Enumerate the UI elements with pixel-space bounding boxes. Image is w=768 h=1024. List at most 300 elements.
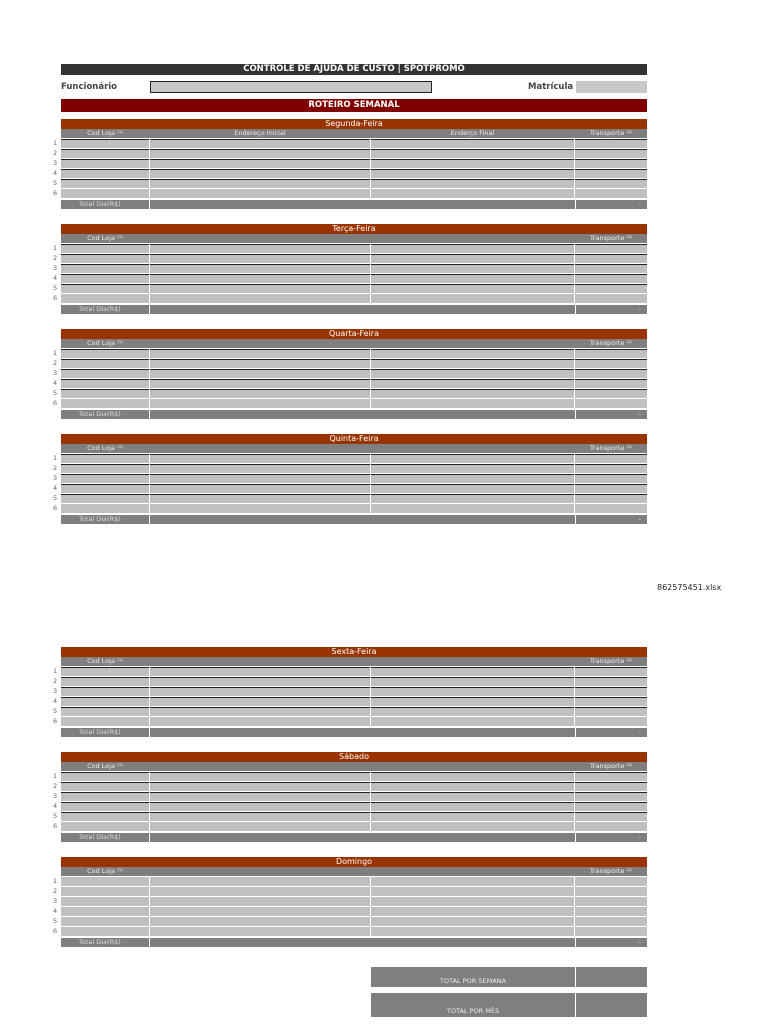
table-cell[interactable] xyxy=(371,454,574,463)
row-number: 5 xyxy=(53,389,58,397)
table-cell[interactable] xyxy=(371,504,574,513)
table-cell[interactable] xyxy=(371,494,574,503)
column-headers xyxy=(61,762,647,771)
section-title: ROTEIRO SEMANAL xyxy=(61,99,647,112)
table-cell[interactable] xyxy=(150,907,370,916)
table-cell[interactable] xyxy=(575,897,647,906)
table-row xyxy=(53,696,647,706)
day-block xyxy=(53,434,647,524)
table-row xyxy=(53,686,647,696)
total-mes xyxy=(371,993,647,1017)
table-cell[interactable] xyxy=(371,687,574,696)
row-number: 3 xyxy=(53,159,58,167)
table-cell[interactable] xyxy=(150,707,370,716)
funcionario-field[interactable] xyxy=(150,81,432,93)
table-cell[interactable] xyxy=(575,474,647,483)
table-cell[interactable] xyxy=(61,369,149,378)
table-cell[interactable] xyxy=(61,917,149,926)
row-number: 6 xyxy=(53,294,58,302)
table-cell[interactable] xyxy=(150,149,370,158)
col-transporte: Transporte ⁽²⁾ xyxy=(589,657,633,665)
table-row xyxy=(53,243,647,253)
table-cell[interactable] xyxy=(371,359,574,368)
table-cell[interactable] xyxy=(150,717,370,726)
table-row xyxy=(53,273,647,283)
table-cell[interactable] xyxy=(61,474,149,483)
table-row xyxy=(53,148,647,158)
table-cell[interactable] xyxy=(150,274,370,283)
table-cell[interactable] xyxy=(371,274,574,283)
table-cell[interactable] xyxy=(575,717,647,726)
column-headers xyxy=(61,129,647,138)
sheet-header xyxy=(61,64,647,112)
table-cell[interactable] xyxy=(61,782,149,791)
table-cell[interactable] xyxy=(150,454,370,463)
column-headers xyxy=(61,867,647,876)
table-cell[interactable] xyxy=(575,792,647,801)
table-cell[interactable] xyxy=(575,667,647,676)
table-cell[interactable] xyxy=(575,294,647,303)
table-cell[interactable] xyxy=(575,359,647,368)
day-header: Domingo xyxy=(61,857,647,867)
table-cell[interactable] xyxy=(150,159,370,168)
row-number: 4 xyxy=(53,484,58,492)
table-cell[interactable] xyxy=(61,169,149,178)
col-transporte: Transporte ⁽²⁾ xyxy=(589,867,633,875)
col-transporte: Transporte ⁽²⁾ xyxy=(589,234,633,242)
col-transporte: Transporte ⁽²⁾ xyxy=(589,444,633,452)
total-dia-row xyxy=(61,305,647,314)
col-cod-loja: Cod Loja ⁽¹⁾ xyxy=(87,129,123,137)
table-cell[interactable] xyxy=(150,812,370,821)
table-cell[interactable] xyxy=(371,772,574,781)
table-cell[interactable] xyxy=(61,349,149,358)
row-number: 2 xyxy=(53,677,58,685)
table-row xyxy=(53,666,647,676)
row-number: 5 xyxy=(53,494,58,502)
table-cell[interactable] xyxy=(150,772,370,781)
row-number: 5 xyxy=(53,179,58,187)
table-cell[interactable] xyxy=(575,917,647,926)
row-number: 3 xyxy=(53,264,58,272)
table-cell[interactable] xyxy=(61,667,149,676)
table-cell[interactable] xyxy=(150,927,370,936)
table-cell[interactable] xyxy=(150,379,370,388)
row-number: 5 xyxy=(53,707,58,715)
table-cell[interactable] xyxy=(575,389,647,398)
table-cell[interactable] xyxy=(61,464,149,473)
table-cell[interactable] xyxy=(575,189,647,198)
table-cell[interactable] xyxy=(371,677,574,686)
table-row xyxy=(53,906,647,916)
row-number: 3 xyxy=(53,792,58,800)
table-row xyxy=(53,293,647,303)
table-cell[interactable] xyxy=(61,264,149,273)
table-row xyxy=(53,676,647,686)
table-cell[interactable] xyxy=(61,159,149,168)
column-headers xyxy=(61,339,647,348)
table-cell[interactable] xyxy=(61,389,149,398)
table-cell[interactable] xyxy=(61,379,149,388)
day-header: Segunda-Feira xyxy=(61,119,647,129)
day-rows xyxy=(53,666,647,726)
table-cell[interactable] xyxy=(575,707,647,716)
table-row xyxy=(53,158,647,168)
table-cell[interactable] xyxy=(371,927,574,936)
day-block xyxy=(53,647,647,737)
table-cell[interactable] xyxy=(371,159,574,168)
table-cell[interactable] xyxy=(61,697,149,706)
row-number: 6 xyxy=(53,717,58,725)
table-cell[interactable] xyxy=(150,169,370,178)
table-cell[interactable] xyxy=(61,822,149,831)
table-cell[interactable] xyxy=(371,907,574,916)
total-dia-row xyxy=(61,833,647,842)
table-cell[interactable] xyxy=(61,359,149,368)
table-cell[interactable] xyxy=(150,464,370,473)
table-cell[interactable] xyxy=(150,484,370,493)
table-cell[interactable] xyxy=(575,802,647,811)
table-cell[interactable] xyxy=(371,264,574,273)
table-cell[interactable] xyxy=(371,139,574,148)
table-cell[interactable] xyxy=(150,399,370,408)
row-number: 4 xyxy=(53,169,58,177)
table-cell[interactable] xyxy=(371,294,574,303)
table-row xyxy=(53,483,647,493)
table-cell[interactable] xyxy=(61,189,149,198)
table-row xyxy=(53,283,647,293)
row-number: 3 xyxy=(53,369,58,377)
table-row xyxy=(53,368,647,378)
row-number: 2 xyxy=(53,359,58,367)
row-number: 1 xyxy=(53,772,58,780)
day-rows xyxy=(53,243,647,303)
table-cell[interactable] xyxy=(61,707,149,716)
column-headers xyxy=(61,234,647,243)
table-cell[interactable] xyxy=(575,887,647,896)
day-header: Terça-Feira xyxy=(61,224,647,234)
table-cell[interactable] xyxy=(61,802,149,811)
table-cell[interactable] xyxy=(150,349,370,358)
day-rows xyxy=(53,348,647,408)
table-cell[interactable] xyxy=(371,877,574,886)
table-cell[interactable] xyxy=(371,667,574,676)
table-cell[interactable] xyxy=(150,822,370,831)
table-cell[interactable] xyxy=(61,792,149,801)
row-number: 4 xyxy=(53,379,58,387)
day-rows xyxy=(53,771,647,831)
table-cell[interactable] xyxy=(371,887,574,896)
table-row xyxy=(53,178,647,188)
table-row xyxy=(53,398,647,408)
table-cell[interactable] xyxy=(150,474,370,483)
table-cell[interactable] xyxy=(61,274,149,283)
row-number: 4 xyxy=(53,907,58,915)
table-cell[interactable] xyxy=(150,254,370,263)
table-row xyxy=(53,771,647,781)
table-cell[interactable] xyxy=(371,389,574,398)
row-number: 1 xyxy=(53,244,58,252)
table-cell[interactable] xyxy=(61,149,149,158)
table-cell[interactable] xyxy=(575,927,647,936)
table-cell[interactable] xyxy=(371,189,574,198)
table-cell[interactable] xyxy=(371,897,574,906)
table-row xyxy=(53,358,647,368)
total-dia-value: - xyxy=(638,515,641,523)
table-cell[interactable] xyxy=(371,149,574,158)
table-cell[interactable] xyxy=(150,697,370,706)
table-cell[interactable] xyxy=(575,484,647,493)
table-cell[interactable] xyxy=(575,822,647,831)
table-cell[interactable] xyxy=(150,504,370,513)
table-cell[interactable] xyxy=(150,917,370,926)
table-cell[interactable] xyxy=(371,707,574,716)
day-block xyxy=(53,329,647,419)
table-cell[interactable] xyxy=(150,782,370,791)
total-dia-label: Total Dia(R$) xyxy=(79,410,121,418)
table-cell[interactable] xyxy=(371,792,574,801)
table-cell[interactable] xyxy=(61,139,149,148)
table-cell[interactable] xyxy=(371,802,574,811)
table-cell[interactable] xyxy=(61,677,149,686)
table-cell[interactable] xyxy=(150,179,370,188)
day-block xyxy=(53,224,647,314)
row-number: 1 xyxy=(53,454,58,462)
matricula-field[interactable] xyxy=(576,81,647,93)
total-dia-value: - xyxy=(638,938,641,946)
table-row xyxy=(53,801,647,811)
table-cell[interactable] xyxy=(150,189,370,198)
table-cell[interactable] xyxy=(575,464,647,473)
table-row xyxy=(53,463,647,473)
table-cell[interactable] xyxy=(150,389,370,398)
table-row xyxy=(53,926,647,936)
row-number: 6 xyxy=(53,504,58,512)
total-dia-label: Total Dia(R$) xyxy=(79,200,121,208)
table-row xyxy=(53,791,647,801)
day-block xyxy=(53,119,647,209)
column-headers xyxy=(61,657,647,666)
row-number: 6 xyxy=(53,189,58,197)
column-headers xyxy=(61,444,647,453)
table-cell[interactable] xyxy=(61,877,149,886)
table-cell[interactable] xyxy=(371,179,574,188)
total-dia-value: - xyxy=(638,200,641,208)
day-header: Sábado xyxy=(61,752,647,762)
table-cell[interactable] xyxy=(575,677,647,686)
table-cell[interactable] xyxy=(371,369,574,378)
table-cell[interactable] xyxy=(371,169,574,178)
table-row xyxy=(53,253,647,263)
table-cell[interactable] xyxy=(575,244,647,253)
table-cell[interactable] xyxy=(575,369,647,378)
total-dia-label: Total Dia(R$) xyxy=(79,515,121,523)
table-cell[interactable] xyxy=(575,139,647,148)
col-cod-loja: Cod Loja ⁽¹⁾ xyxy=(87,867,123,875)
day-block xyxy=(53,857,647,947)
day-header: Quinta-Feira xyxy=(61,434,647,444)
row-number: 3 xyxy=(53,687,58,695)
table-cell[interactable] xyxy=(371,474,574,483)
table-row xyxy=(53,453,647,463)
table-cell[interactable] xyxy=(371,379,574,388)
table-cell[interactable] xyxy=(61,772,149,781)
row-number: 1 xyxy=(53,349,58,357)
table-cell[interactable] xyxy=(575,349,647,358)
table-cell[interactable] xyxy=(61,294,149,303)
table-cell[interactable] xyxy=(150,369,370,378)
table-cell[interactable] xyxy=(150,802,370,811)
table-cell[interactable] xyxy=(150,687,370,696)
table-row xyxy=(53,188,647,198)
col-endereco-inicial: Endereço Inicial xyxy=(234,129,286,137)
table-cell[interactable] xyxy=(371,464,574,473)
total-dia-value: - xyxy=(638,728,641,736)
row-number: 5 xyxy=(53,917,58,925)
table-cell[interactable] xyxy=(575,149,647,158)
row-number: 1 xyxy=(53,667,58,675)
total-dia-value: - xyxy=(638,833,641,841)
table-row xyxy=(53,876,647,886)
table-cell[interactable] xyxy=(371,782,574,791)
table-cell[interactable] xyxy=(61,244,149,253)
sheet-title: CONTROLE DE AJUDA DE CUSTO | SPOTPROMO xyxy=(61,64,647,75)
table-cell[interactable] xyxy=(575,169,647,178)
table-cell[interactable] xyxy=(150,244,370,253)
table-cell[interactable] xyxy=(61,179,149,188)
table-cell[interactable] xyxy=(150,284,370,293)
col-transporte: Transporte ⁽²⁾ xyxy=(589,762,633,770)
table-cell[interactable] xyxy=(371,697,574,706)
table-cell[interactable] xyxy=(150,139,370,148)
row-number: 2 xyxy=(53,887,58,895)
total-dia-row xyxy=(61,515,647,524)
table-cell[interactable] xyxy=(371,399,574,408)
table-row xyxy=(53,896,647,906)
table-cell[interactable] xyxy=(575,254,647,263)
table-cell[interactable] xyxy=(575,782,647,791)
row-number: 6 xyxy=(53,927,58,935)
table-cell[interactable] xyxy=(371,822,574,831)
table-cell[interactable] xyxy=(150,887,370,896)
table-row xyxy=(53,493,647,503)
table-cell[interactable] xyxy=(371,284,574,293)
table-cell[interactable] xyxy=(150,897,370,906)
table-row xyxy=(53,348,647,358)
total-dia-row xyxy=(61,410,647,419)
table-cell[interactable] xyxy=(371,917,574,926)
row-number: 2 xyxy=(53,464,58,472)
table-cell[interactable] xyxy=(575,697,647,706)
table-row xyxy=(53,781,647,791)
table-cell[interactable] xyxy=(61,907,149,916)
table-cell[interactable] xyxy=(575,772,647,781)
table-cell[interactable] xyxy=(150,677,370,686)
table-cell[interactable] xyxy=(575,454,647,463)
table-cell[interactable] xyxy=(150,294,370,303)
table-cell[interactable] xyxy=(575,907,647,916)
table-cell[interactable] xyxy=(150,264,370,273)
table-cell[interactable] xyxy=(61,504,149,513)
table-cell[interactable] xyxy=(150,667,370,676)
table-cell[interactable] xyxy=(61,494,149,503)
table-cell[interactable] xyxy=(61,687,149,696)
table-cell[interactable] xyxy=(61,254,149,263)
table-cell[interactable] xyxy=(61,484,149,493)
table-cell[interactable] xyxy=(61,812,149,821)
row-number: 6 xyxy=(53,399,58,407)
total-dia-row xyxy=(61,728,647,737)
table-cell[interactable] xyxy=(61,454,149,463)
table-cell[interactable] xyxy=(575,379,647,388)
table-cell[interactable] xyxy=(371,244,574,253)
day-header: Quarta-Feira xyxy=(61,329,647,339)
table-cell[interactable] xyxy=(575,284,647,293)
table-cell[interactable] xyxy=(575,687,647,696)
table-cell[interactable] xyxy=(575,399,647,408)
table-cell[interactable] xyxy=(61,887,149,896)
row-number: 5 xyxy=(53,284,58,292)
total-mes-label: TOTAL POR MÊS xyxy=(446,1007,500,1015)
table-row xyxy=(53,811,647,821)
row-number: 2 xyxy=(53,782,58,790)
table-cell[interactable] xyxy=(575,877,647,886)
table-cell[interactable] xyxy=(61,717,149,726)
table-cell[interactable] xyxy=(575,504,647,513)
table-row xyxy=(53,138,647,148)
row-number: 3 xyxy=(53,474,58,482)
day-rows xyxy=(53,876,647,936)
table-cell[interactable] xyxy=(371,812,574,821)
table-cell[interactable] xyxy=(575,179,647,188)
table-cell[interactable] xyxy=(61,399,149,408)
table-cell[interactable] xyxy=(575,812,647,821)
table-cell[interactable] xyxy=(371,349,574,358)
table-cell[interactable] xyxy=(575,274,647,283)
table-cell[interactable] xyxy=(150,792,370,801)
table-cell[interactable] xyxy=(150,359,370,368)
total-dia-label: Total Dia(R$) xyxy=(79,728,121,736)
table-cell[interactable] xyxy=(61,284,149,293)
table-cell[interactable] xyxy=(61,897,149,906)
table-cell[interactable] xyxy=(150,877,370,886)
row-number: 4 xyxy=(53,802,58,810)
col-cod-loja: Cod Loja ⁽¹⁾ xyxy=(87,762,123,770)
table-cell[interactable] xyxy=(575,494,647,503)
col-transporte: Transporte ⁽²⁾ xyxy=(589,129,633,137)
total-dia-value: - xyxy=(638,410,641,418)
col-cod-loja: Cod Loja ⁽¹⁾ xyxy=(87,657,123,665)
row-number: 1 xyxy=(53,877,58,885)
table-cell[interactable] xyxy=(575,159,647,168)
table-row xyxy=(53,886,647,896)
table-cell[interactable] xyxy=(575,264,647,273)
table-row xyxy=(53,821,647,831)
total-semana xyxy=(371,967,647,987)
table-row xyxy=(53,378,647,388)
table-cell[interactable] xyxy=(150,494,370,503)
table-cell[interactable] xyxy=(371,254,574,263)
total-dia-value: - xyxy=(638,305,641,313)
table-cell[interactable] xyxy=(371,717,574,726)
total-dia-label: Total Dia(R$) xyxy=(79,938,121,946)
total-dia-label: Total Dia(R$) xyxy=(79,833,121,841)
table-row xyxy=(53,388,647,398)
table-cell[interactable] xyxy=(61,927,149,936)
row-number: 2 xyxy=(53,149,58,157)
table-row xyxy=(53,706,647,716)
table-cell[interactable] xyxy=(371,484,574,493)
